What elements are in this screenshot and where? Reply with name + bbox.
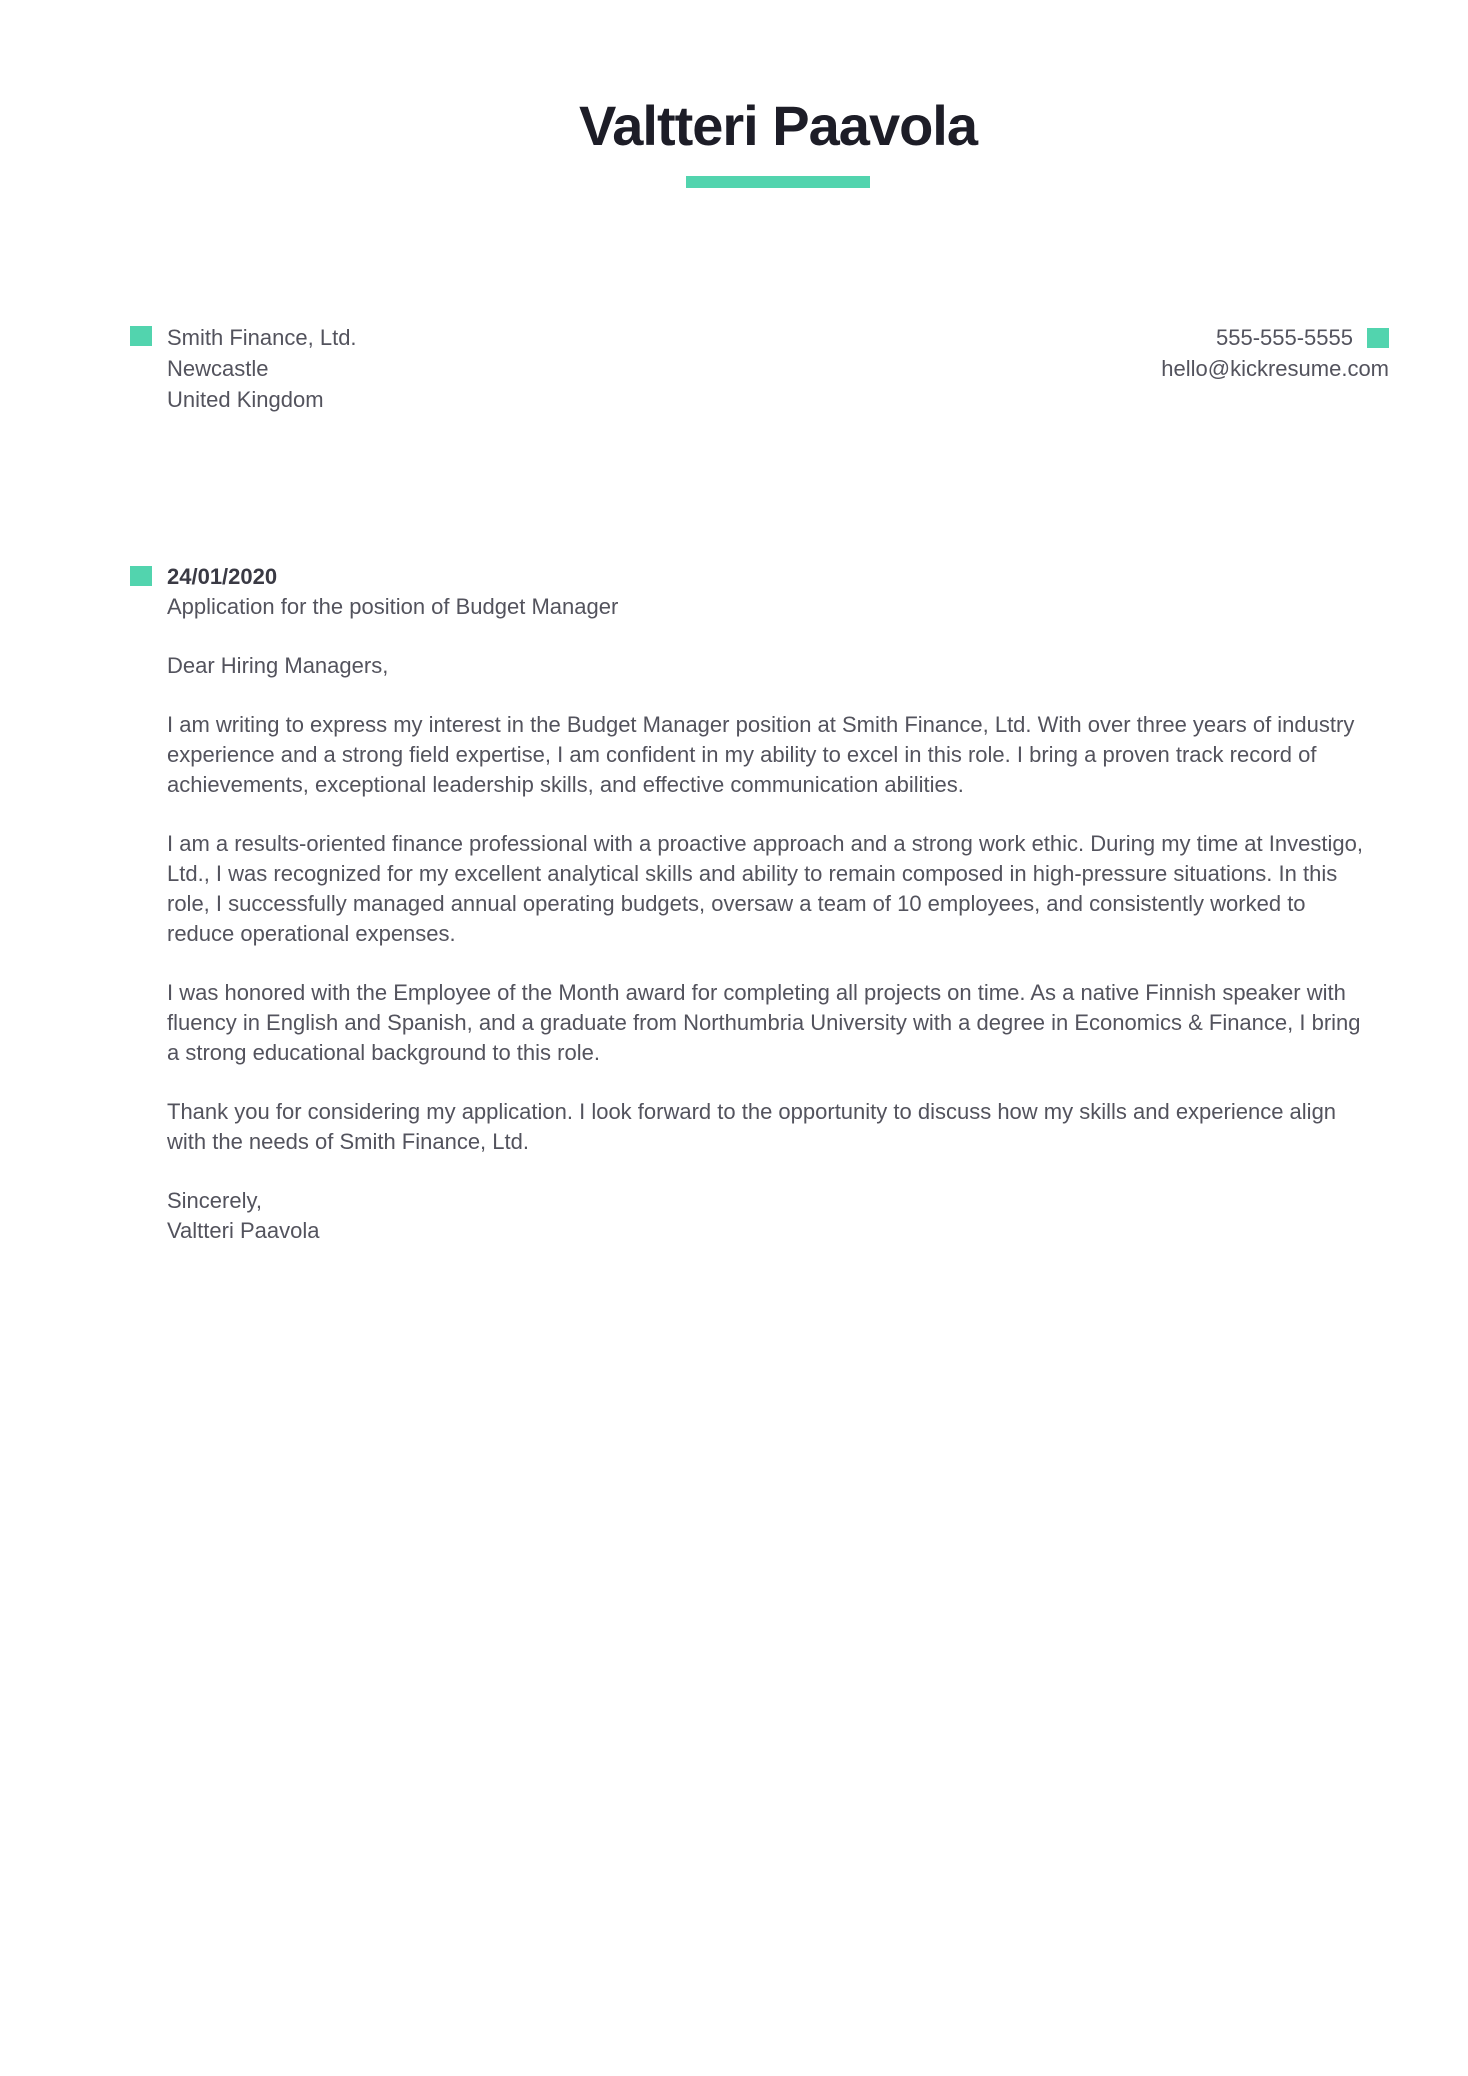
sender-phone: 555-555-5555 (1215, 325, 1353, 350)
paragraph: Thank you for considering my application. I look forward to the opportunity to discuss how my skills and experience align with the needs of Smith Finance, Ltd. (167, 1099, 1337, 1154)
salutation: Dear Hiring Managers, (167, 653, 389, 678)
date-block (167, 562, 1389, 622)
paragraph: I am a results-oriented finance professional with a proactive approach and a strong work ethic. During my time at Investigo, Ltd., I was recognized for my excellent analytical skills and ability to remain composed in high-pressure situations. In this role, I successfully managed annual operating budgets, oversaw a team of 10 employees, and consistently worked to reduce operational expenses. (167, 831, 1363, 946)
paragraph: I was honored with the Employee of the Month award for completing all projects on time. As a native Finnish speaker with fluency in English and Spanish, and a graduate from Northumbria University with a degree in Economics & Finance, I bring a strong educational background to this role. (167, 980, 1361, 1065)
letter-date: 24/01/2020 (167, 564, 278, 589)
letter-header (167, 0, 1389, 188)
candidate-name: Valtteri Paavola (578, 94, 977, 157)
recipient-company: Smith Finance, Ltd. (167, 325, 357, 350)
sender-phone-line (1161, 322, 1389, 353)
closing-block (167, 1186, 1377, 1246)
paragraph: I am writing to express my interest in the Budget Manager position at Smith Finance, Ltd. With over three years of industry experience and a strong field expertise, I am confident in my ability to excel in this role. I bring a proven track record of achievements, exceptional leadership skills, and effective communication abilities. (167, 712, 1355, 797)
bullet-square-icon (1367, 328, 1389, 348)
closing-phrase: Sincerely, (167, 1188, 262, 1213)
signature-name: Valtteri Paavola (167, 1218, 320, 1243)
contact-section (167, 322, 1389, 415)
recipient-city: Newcastle (167, 356, 269, 381)
letter-subject: Application for the position of Budget Manager (167, 594, 619, 619)
sender-block (1161, 322, 1389, 384)
letter-body (167, 562, 1389, 1246)
recipient-country: United Kingdom (167, 387, 324, 412)
bullet-square-icon (130, 326, 152, 346)
bullet-square-icon (130, 566, 152, 586)
recipient-block (167, 322, 357, 415)
accent-underline (686, 176, 870, 188)
sender-email: hello@kickresume.com (1161, 356, 1389, 381)
